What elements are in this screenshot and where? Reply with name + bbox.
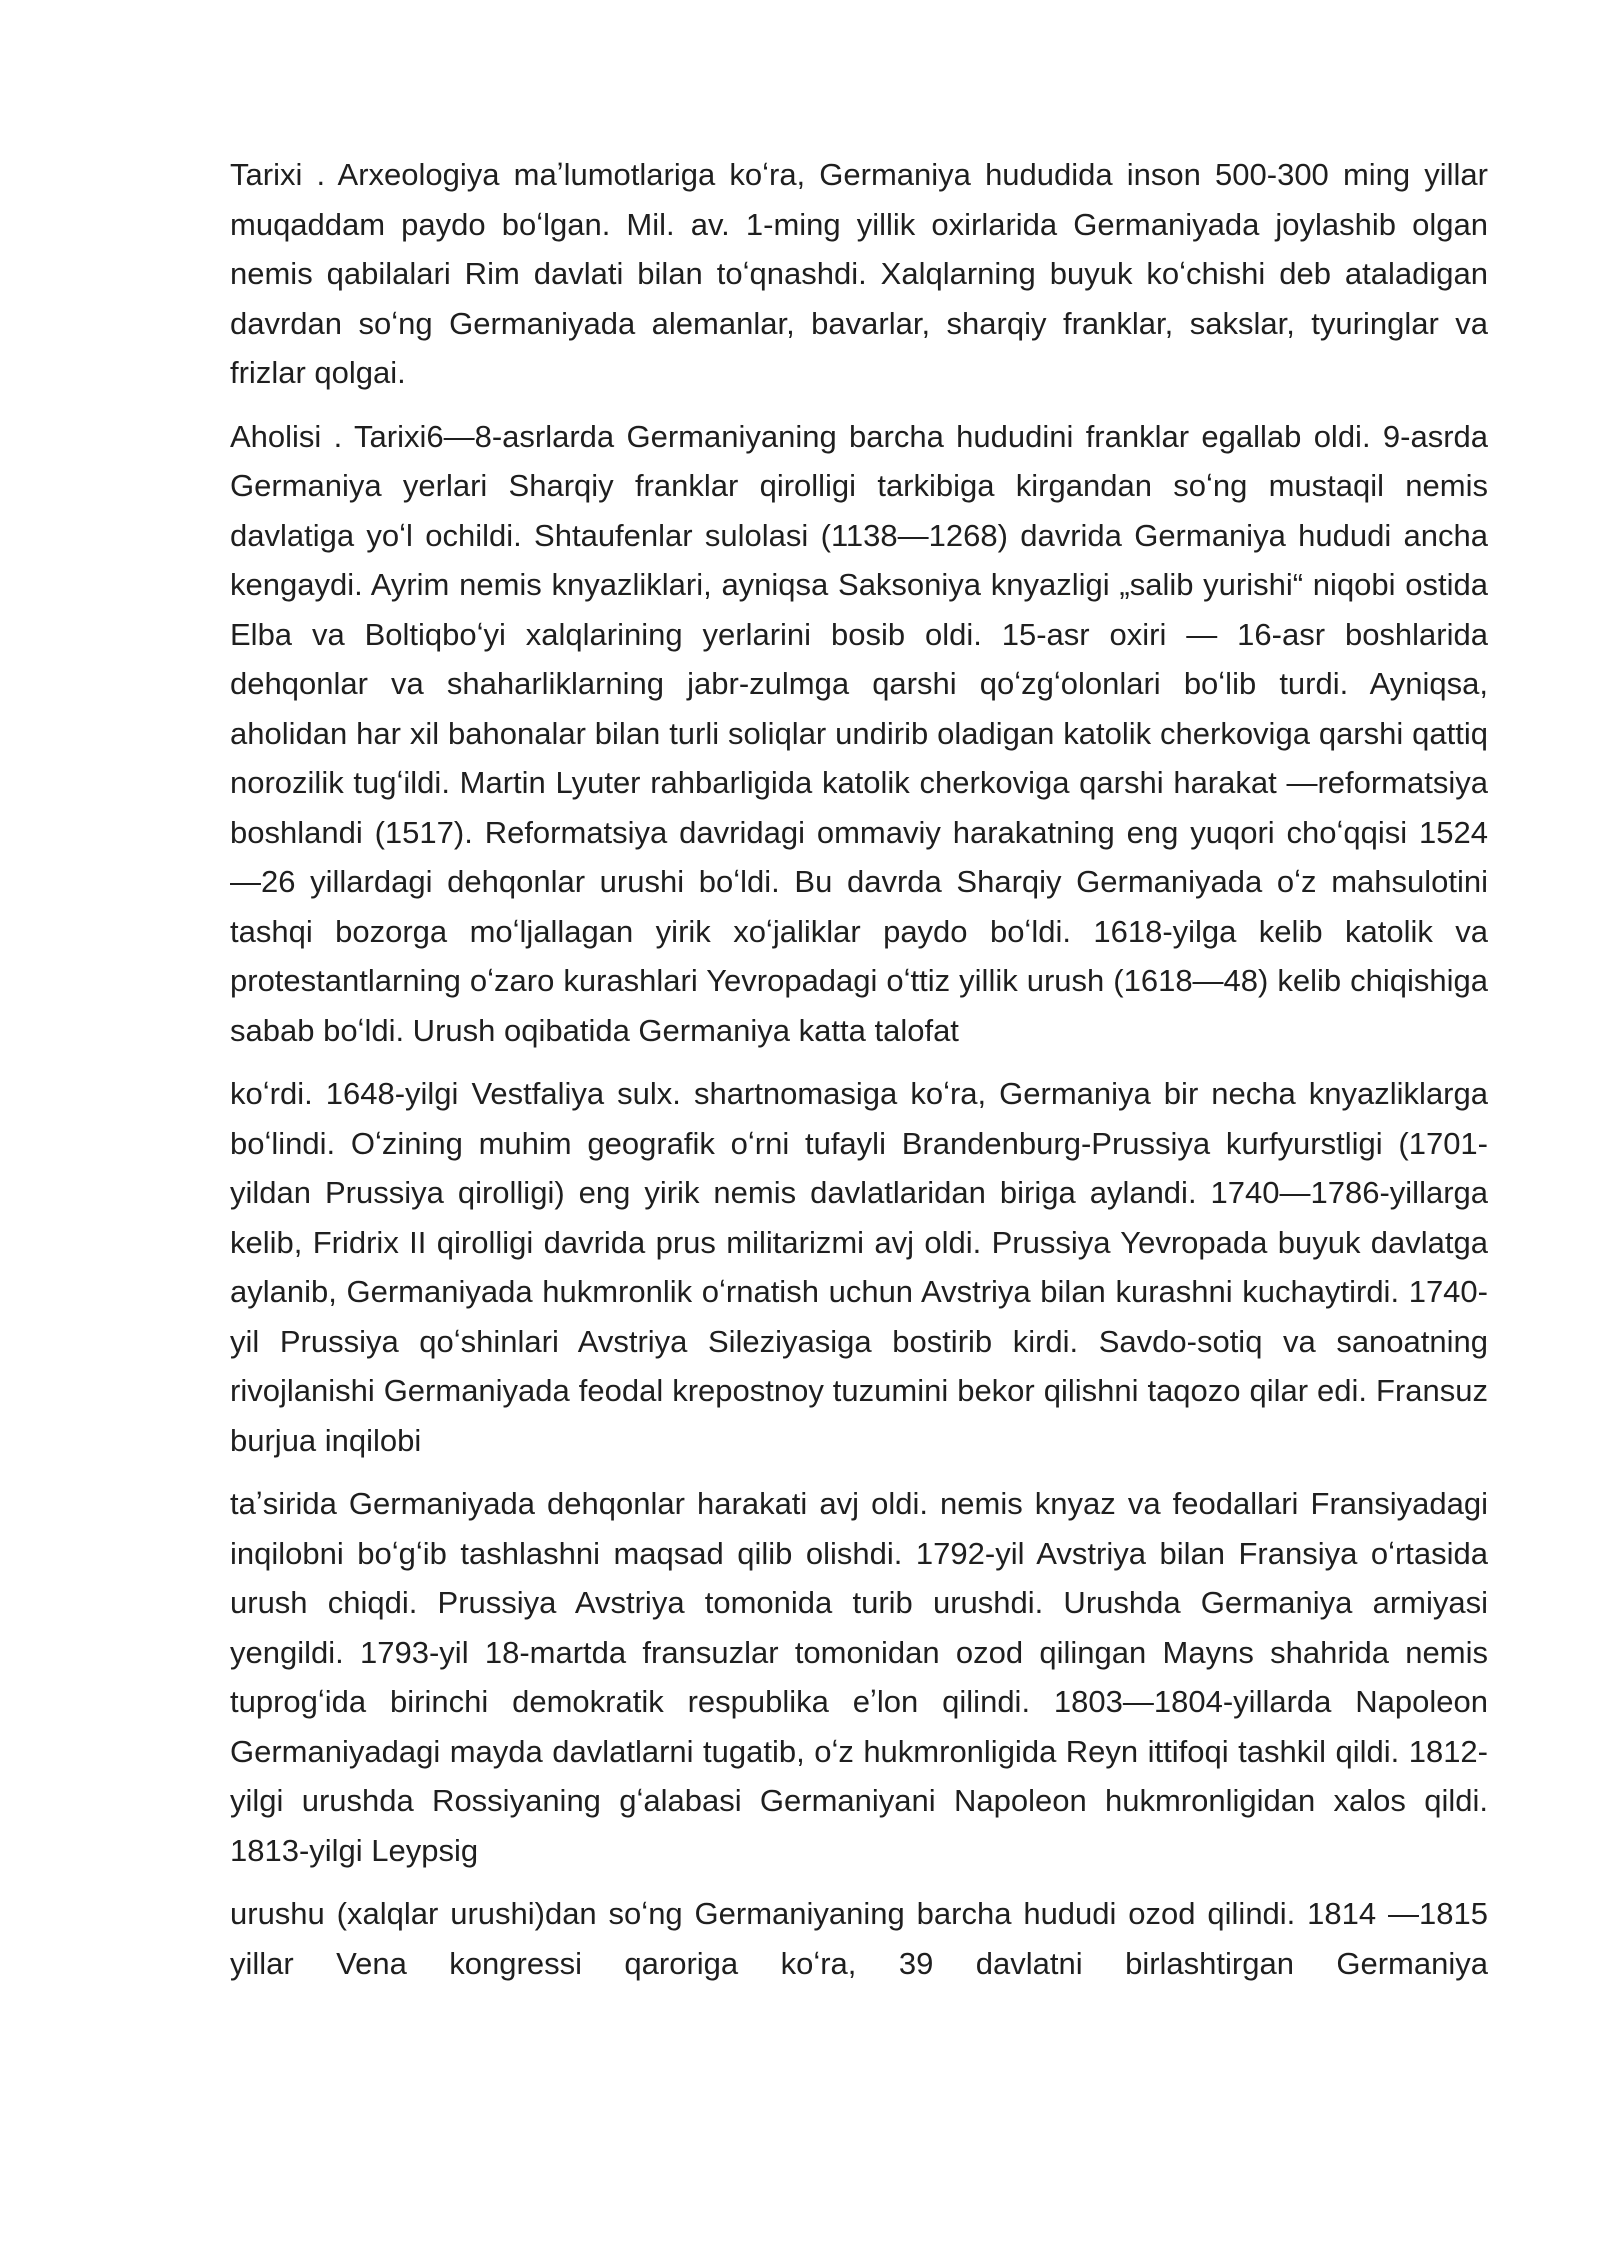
- paragraph-prussia: koʻrdi. 1648-yilgi Vestfaliya sulx. shartnomasiga koʻra, Germaniya bir necha knyazliklarga boʻlindi. Oʻzining muhim geografik oʻrni tufayli Brandenburg-Prussiya kurfyurstligi (1701-yildan Prussiya qirolligi) eng yirik nemis davlatlaridan biriga aylandi. 1740—1786-yillarga kelib, Fridrix II qirolligi davrida prus militarizmi avj oldi. Prussiya Yevropada buyuk davlatga aylanib, Germaniyada hukmronlik oʻrnatish uchun Avstriya bilan kurashni kuchaytirdi. 1740-yil Prussiya qoʻshinlari Avstriya Sileziyasiga bostirib kirdi. Savdo-sotiq va sanoatning rivojlanishi Germaniyada feodal krepostnoy tuzumini bekor qilishni taqozo qilar edi. Fransuz burjua inqilobi: [230, 1076, 1488, 1458]
- paragraph-vienna-congress: urushu (xalqlar urushi)dan soʻng Germaniyaning barcha hududi ozod qilindi. 1814 —1815 yillar Vena kongressi qaroriga koʻra, 39 davlatni birlashtirgan Germaniya: [230, 1896, 1488, 1981]
- paragraph-population-history: Aholisi . Tarixi6—8-asrlarda Germaniyaning barcha hududini franklar egallab oldi. 9-asrda Germaniya yerlari Sharqiy franklar qirolligi tarkibiga kirgandan soʻng mustaqil nemis davlatiga yoʻl ochildi. Shtaufenlar sulolasi (1138—1268) davrida Germaniya hududi ancha kengaydi. Ayrim nemis knyazliklari, ayniqsa Saksoniya knyazligi „salib yurishi“ niqobi ostida Elba va Boltiqboʻyi xalqlarining yerlarini bosib oldi. 15-asr oxiri — 16-asr boshlarida dehqonlar va shaharliklarning jabr-zulmga qarshi qoʻzgʻolonlari boʻlib turdi. Ayniqsa, aholidan har xil bahonalar bilan turli soliqlar undirib oladigan katolik cherkoviga qarshi qattiq norozilik tugʻildi. Martin Lyuter rahbarligida katolik cherkoviga qarshi harakat —reformatsiya boshlandi (1517). Reformatsiya davridagi ommaviy harakatning eng yuqori choʻqqisi 1524—26 yillardagi dehqonlar urushi boʻldi. Bu davrda Sharqiy Germaniyada oʻz mahsulotini tashqi bozorga moʻljallagan yirik xoʻjaliklar paydo boʻldi. 1618-yilga kelib katolik va protestantlarning oʻzaro kurashlari Yevropadagi oʻttiz yillik urush (1618—48) kelib chiqishiga sabab boʻldi. Urush oqibatida Germaniya katta talofat: [230, 418, 1488, 1048]
- paragraph-french-revolution: taʼsirida Germaniyada dehqonlar harakati avj oldi. nemis knyaz va feodallari Fransiyadagi inqilobni boʻgʻib tashlashni maqsad qilib olishdi. 1792-yil Avstriya bilan Fransiya oʻrtasida urush chiqdi. Prussiya Avstriya tomonida turib urushdi. Urushda Germaniya armiyasi yengildi. 1793-yil 18-martda fransuzlar tomonidan ozod qilingan Mayns shahrida nemis tuprogʻida birinchi demokratik respublika eʼlon qilindi. 1803—1804-yillarda Napoleon Germaniyadagi mayda davlatlarni tugatib, oʻz hukmronligida Reyn ittifoqi tashkil qildi. 1812-yilgi urushda Rossiyaning gʻalabasi Germaniyani Napoleon hukmronligidan xalos qildi. 1813-yilgi Leypsig: [230, 1486, 1488, 1868]
- document-body: [230, 150, 1488, 2002]
- paragraph-history-intro: Tarixi . Arxeologiya maʼlumotlariga koʻra, Germaniya hududida inson 500-300 ming yillar muqaddam paydo boʻlgan. Mil. av. 1-ming yillik oxirlarida Germaniyada joylashib olgan nemis qabilalari Rim davlati bilan toʻqnashdi. Xalqlarning buyuk koʻchishi deb ataladigan davrdan soʻng Germaniyada alemanlar, bavarlar, sharqiy franklar, sakslar, tyuringlar va frizlar qolgai.: [230, 157, 1488, 390]
